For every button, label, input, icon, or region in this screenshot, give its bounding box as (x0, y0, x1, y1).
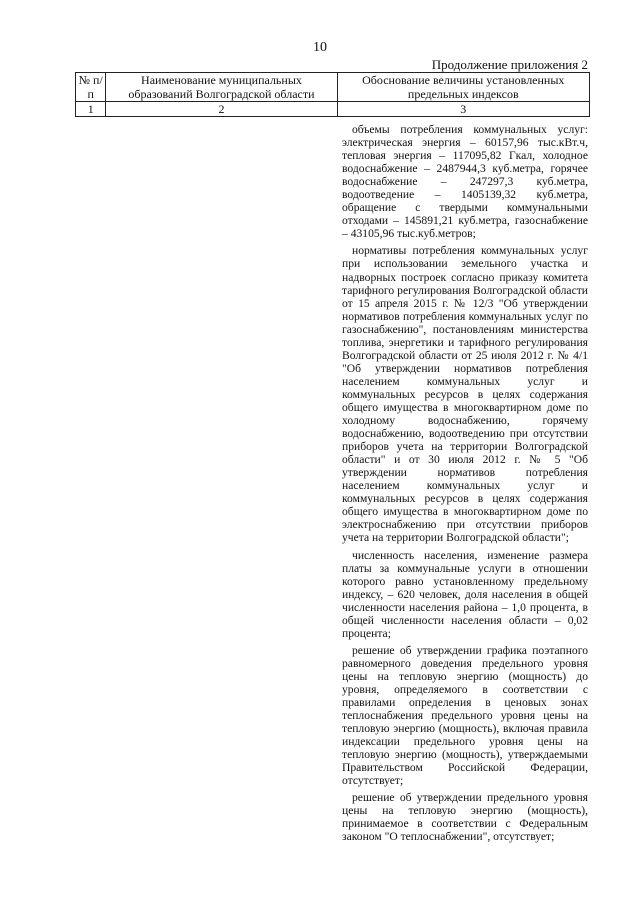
header-row-number: № п/п (76, 73, 106, 102)
header-municipality-name: Наименование муниципальных образований Волгоградской области (106, 73, 337, 102)
table-header-row (76, 73, 590, 102)
header-index-justification: Обоснование величины установленных предельных индексов (337, 73, 589, 102)
paragraph-heat-price-limit: решение об утверждении предельного уровня цены на тепловую энергию (мощность), принимаемое в соответствии с Федеральным законом "О теплоснабжении", отсутствует; (342, 791, 588, 844)
paragraph-heat-price-schedule: решение об утверждении графика поэтапного равномерного доведения предельного уровня цены на тепловую энергию (мощность) до уровня, определяемого в соответствии с правилами определения в ценовых зонах теплоснабжения предельного уровня цены на тепловую энергию (мощность), включая правила индексации предельного уровня цены на тепловую энергию (мощность), утверждаемыми Правительством Российской Федерации, отсутствует; (342, 643, 588, 788)
paragraph-consumption-volumes: объемы потребления коммунальных услуг: электрическая энергия – 60157,96 тыс.кВт.ч, тепловая энергия – 117095,82 Гкал, холодное водоснабжение – 2487944,3 куб.метра, горячее водоснабжение – 247297,3 куб.метра, водоотведение – 1405139,32 куб.метра, обращение с твердыми коммунальными отходами – 145891,21 куб.метра, газоснабжение – 43105,96 тыс.куб.метров; (342, 123, 588, 241)
table-column-numbers-row (76, 102, 590, 117)
column-number-1: 1 (76, 102, 106, 117)
column-number-3: 3 (337, 102, 589, 117)
paragraph-population: численность населения, изменение размера платы за коммунальные услуги в отношении которого равно установленному предельному индексу, – 620 человек, доля населения в общей численности населения района – 1,0 процента, в общей численности населения области – 0,02 процента; (342, 548, 588, 640)
paragraph-consumption-norms: нормативы потребления коммунальных услуг при использовании земельного участка и надворных построек согласно приказу комитета тарифного регулирования Волгоградской области от 15 апреля 2015 г. № 12/3 "Об утверждении нормативов потребления коммунальных услуг по газоснабжению", постановлениям министерства топлива, энергетики и тарифного регулирования Волгоградской области от 25 июля 2012 г. № 4/1 "Об утверждении нормативов потребления населением коммунальных услуг и коммунальных ресурсов в целях содержания общего имущества в многоквартирном доме по холодному водоснабжению, горячему водоснабжению, водоотведению при отсутствии приборов учета на территории Волгоградской области" и от 30 июля 2012 г. № 5 "Об утверждении нормативов потребления населением коммунальных услуг и коммунальных ресурсов в целях содержания общего имущества в многоквартирном доме по электроснабжению при отсутствии приборов учета на территории Волгоградской области"; (342, 244, 588, 545)
appendix-table-header (75, 72, 590, 117)
appendix-continuation-label: Продолжение приложения 2 (431, 57, 588, 72)
justification-text-column (342, 123, 588, 848)
page-number: 10 (313, 40, 327, 55)
column-number-2: 2 (106, 102, 337, 117)
